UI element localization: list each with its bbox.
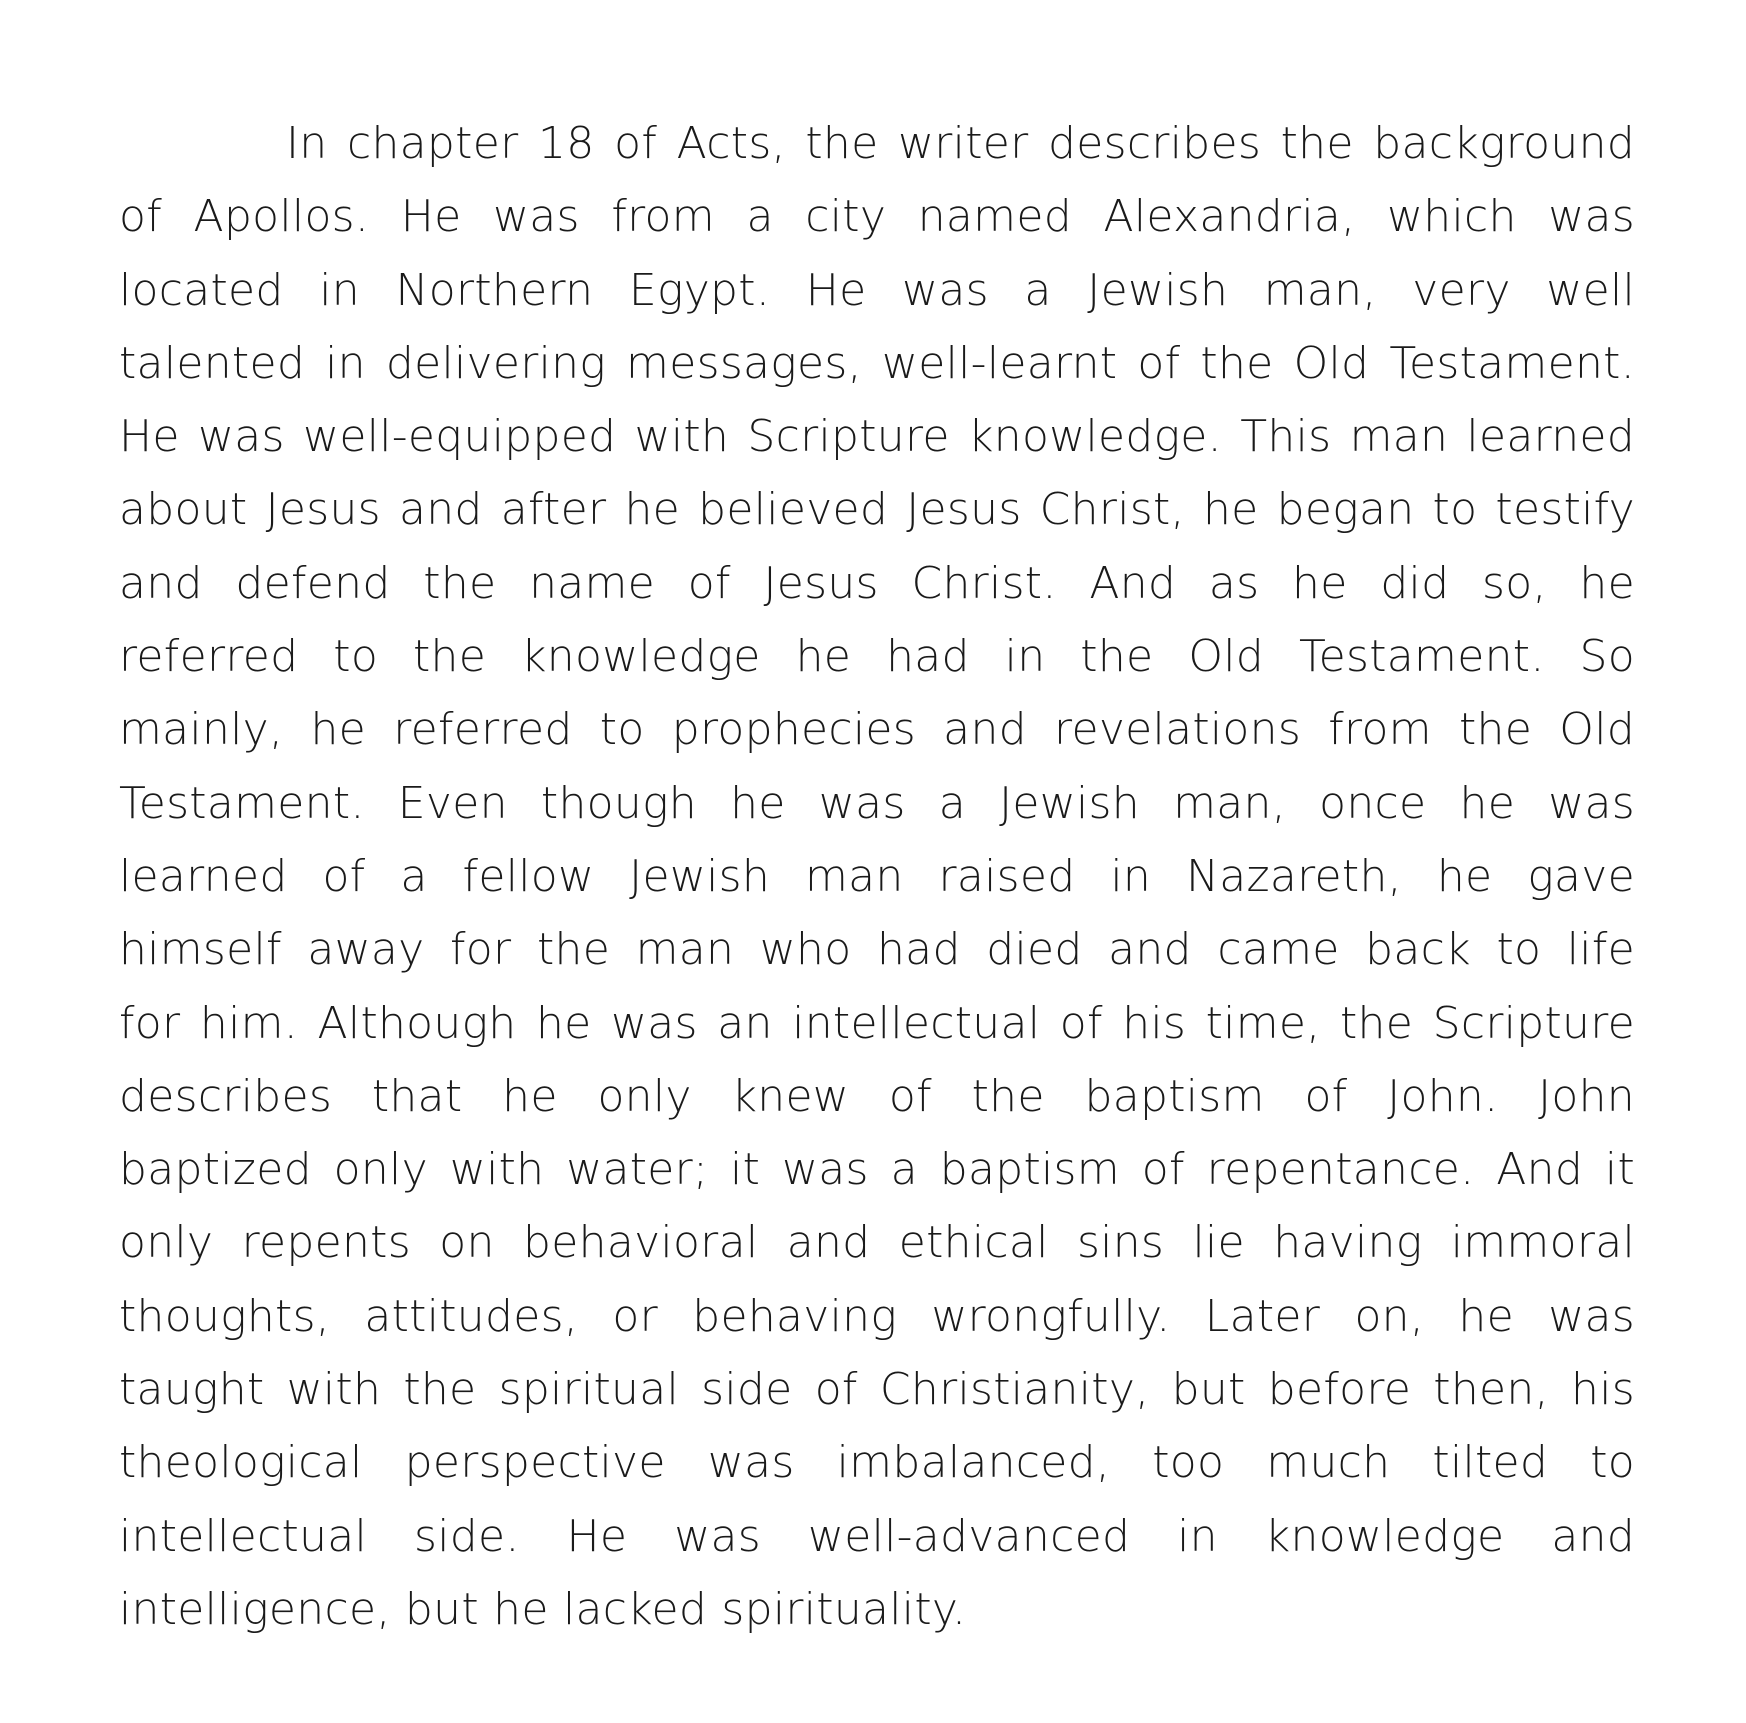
paragraph-line: himself away for the man who had died and came back to life	[119, 924, 1635, 976]
paragraph-line: In chapter 18 of Acts, the writer describes the background	[286, 118, 1635, 169]
paragraph-line: talented in delivering messages, well-learnt of the Old Testament.	[119, 337, 1635, 389]
paragraph-line: of Apollos. He was from a city named Alexandria, which was	[119, 191, 1635, 243]
paragraph-line: Testament. Even though he was a Jewish man, once he was	[119, 777, 1635, 829]
paragraph-line: He was well-equipped with Scripture knowledge. This man learned	[119, 411, 1635, 463]
paragraph-line: about Jesus and after he believed Jesus Christ, he began to testify	[119, 484, 1635, 536]
paragraph-line: only repents on behavioral and ethical sins lie having immoral	[119, 1217, 1635, 1269]
paragraph-line: referred to the knowledge he had in the Old Testament. So	[119, 631, 1635, 683]
paragraph-line: describes that he only knew of the baptism of John. John	[119, 1070, 1635, 1122]
body-paragraph	[119, 107, 1635, 1646]
paragraph-line: thoughts, attitudes, or behaving wrongfully. Later on, he was	[119, 1290, 1635, 1342]
paragraph-line: for him. Although he was an intellectual of his time, the Scripture	[119, 997, 1635, 1049]
paragraph-line: taught with the spiritual side of Christianity, but before then, his	[119, 1364, 1635, 1416]
paragraph-line: intellectual side. He was well-advanced in knowledge and	[119, 1510, 1635, 1562]
paragraph-line: located in Northern Egypt. He was a Jewish man, very well	[119, 264, 1635, 316]
paragraph-line: mainly, he referred to prophecies and revelations from the Old	[119, 704, 1635, 756]
paragraph-line-last: intelligence, but he lacked spirituality.	[119, 1583, 967, 1635]
paragraph-line: theological perspective was imbalanced, too much tilted to	[119, 1437, 1635, 1489]
paragraph-line: and defend the name of Jesus Christ. And as he did so, he	[119, 557, 1635, 609]
paragraph-line: learned of a fellow Jewish man raised in Nazareth, he gave	[119, 850, 1635, 902]
paragraph-line: baptized only with water; it was a baptism of repentance. And it	[119, 1144, 1635, 1196]
